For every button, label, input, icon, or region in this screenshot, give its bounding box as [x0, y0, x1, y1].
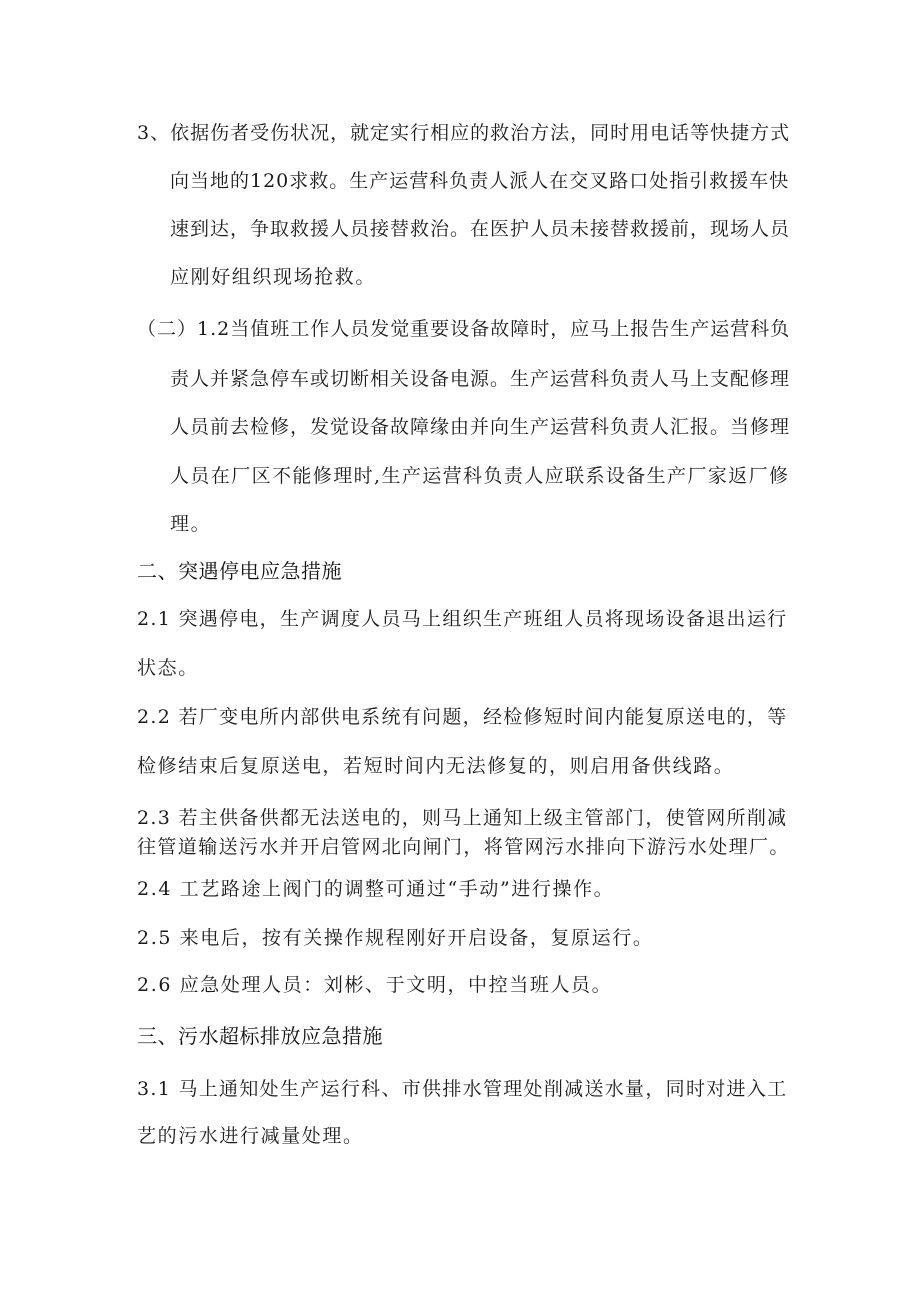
item2-1-2-line-2: 责人并紧急停车或切断相关设备电源。生产运营科负责人马上支配修理: [170, 368, 791, 390]
p3-1-line-1: 3.1 马上通知处生产运行科、市供排水管理处削减送水量，同时对进入工: [137, 1078, 788, 1100]
section3-heading: 三、污水超标排放应急措施: [137, 1024, 383, 1048]
item2-1-2-line-1: （二）1.2当值班工作人员发觉重要设备故障时，应马上报告生产运营科负: [137, 318, 791, 340]
p2-2-line-2: 检修结束后复原送电，若短时间内无法修复的，则启用备供线路。: [137, 755, 735, 777]
p2-4-line: 2.4 工艺路途上阀门的调整可通过“手动”进行操作。: [137, 878, 615, 900]
p3-1-line-2: 艺的污水进行减量处理。: [137, 1125, 364, 1147]
p2-6-line: 2.6 应急处理人员：刘彬、于文明，中控当班人员。: [137, 974, 613, 996]
item3-line-2: 向当地的120求救。生产运营科负责人派人在交叉路口处指引救援车快: [170, 170, 790, 192]
p2-2-line-1: 2.2 若厂变电所内部供电系统有问题，经检修短时间内能复原送电的，等: [137, 706, 788, 728]
p2-1-line-2: 状态。: [137, 657, 199, 679]
item2-1-2-line-3: 人员前去检修，发觉设备故障缘由并向生产运营科负责人汇报。当修理: [170, 416, 791, 438]
p2-3-line-2: 往管道输送污水并开启管网北向闸门，将管网污水排向下游污水处理厂。: [137, 836, 790, 858]
item2-1-2-line-5: 理。: [170, 513, 212, 535]
p2-3-line-1: 2.3 若主供备供都无法送电的，则马上通知上级主管部门，使管网所削减: [137, 807, 788, 829]
item3-line-4: 应刚好组织现场抢救。: [170, 266, 377, 288]
item3-line-3: 速到达，争取救援人员接替救治。在医护人员未接替救援前，现场人员: [170, 218, 791, 240]
p2-5-line: 2.5 来电后，按有关操作规程刚好开启设备，复原运行。: [137, 927, 654, 949]
section2-heading: 二、突遇停电应急措施: [137, 559, 342, 583]
p2-1-line-1: 2.1 突遇停电，生产调度人员马上组织生产班组人员将现场设备退出运行: [137, 608, 788, 630]
item2-1-2-line-4: 人员在厂区不能修理时,生产运营科负责人应联系设备生产厂家返厂修: [170, 465, 790, 487]
item3-line-1: 3、依据伤者受伤状况，就定实行相应的救治方法，同时用电话等快捷方式: [137, 122, 791, 144]
